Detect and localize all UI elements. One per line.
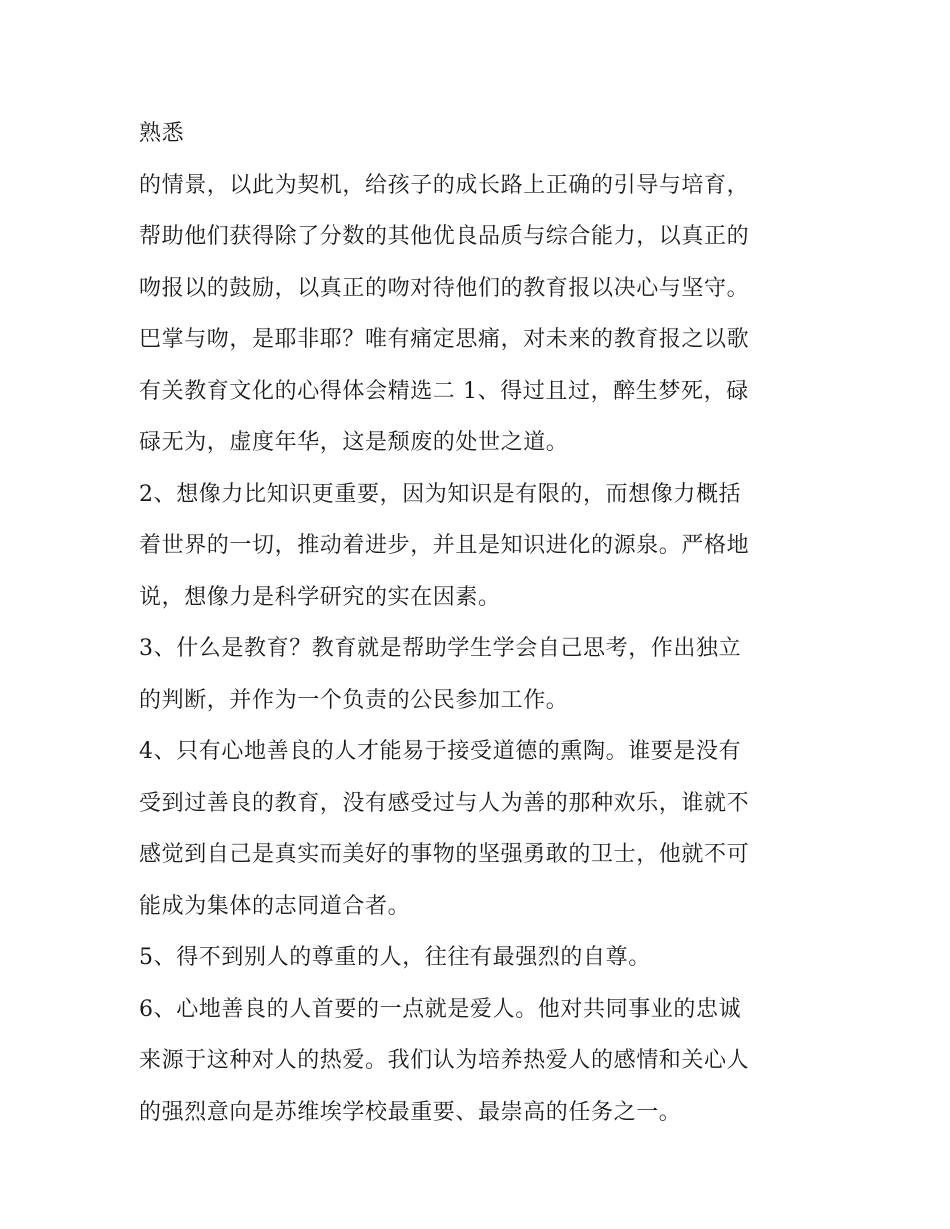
- text-line: 2、想像力比知识更重要，因为知识是有限的，而想像力概括: [139, 481, 742, 507]
- text-line: 感觉到自己是真实而美好的事物的坚强勇敢的卫士，他就不可: [139, 842, 750, 867]
- text-line: 碌无为，虚度年华，这是颓废的处世之道。: [139, 430, 569, 455]
- text-line: 熟悉: [139, 121, 185, 146]
- text-line: 帮助他们获得除了分数的其他优良品质与综合能力，以真正的: [139, 224, 750, 249]
- text-line: 吻报以的鼓励，以真正的吻对待他们的教育报以决心与坚守。: [139, 275, 750, 301]
- text-line: 5、得不到别人的尊重的人，往往有最强烈的自尊。: [139, 945, 651, 970]
- text-line: 受到过善良的教育，没有感受过与人为善的那种欢乐，谁就不: [139, 790, 750, 816]
- text-line: 6、心地善良的人首要的一点就是爱人。他对共同事业的忠诚: [139, 996, 742, 1022]
- text-line: 的判断，并作为一个负责的公民参加工作。: [139, 687, 569, 713]
- text-line: 说，想像力是科学研究的实在因素。: [139, 584, 501, 610]
- text-line: 的情景，以此为契机，给孩子的成长路上正确的引导与培育，: [139, 172, 750, 198]
- text-line: 有关教育文化的心得体会精选二 1、得过且过，醉生梦死，碌: [139, 378, 749, 404]
- text-line: 4、只有心地善良的人才能易于接受道德的熏陶。谁要是没有: [139, 739, 742, 764]
- text-line: 能成为集体的志同道合者。: [139, 893, 411, 919]
- text-line: 3、什么是教育？教育就是帮助学生学会自己思考，作出独立: [139, 636, 742, 661]
- text-line: 来源于这种对人的热爱。我们认为培养热爱人的感情和关心人: [139, 1048, 750, 1073]
- text-line: 着世界的一切，推动着进步，并且是知识进化的源泉。严格地: [139, 533, 750, 558]
- text-line: 巴掌与吻，是耶非耶？唯有痛定思痛，对未来的教育报之以歌: [139, 327, 750, 352]
- body-text: [139, 108, 819, 1138]
- text-line: 的强烈意向是苏维埃学校最重要、最崇高的任务之一。: [139, 1099, 682, 1125]
